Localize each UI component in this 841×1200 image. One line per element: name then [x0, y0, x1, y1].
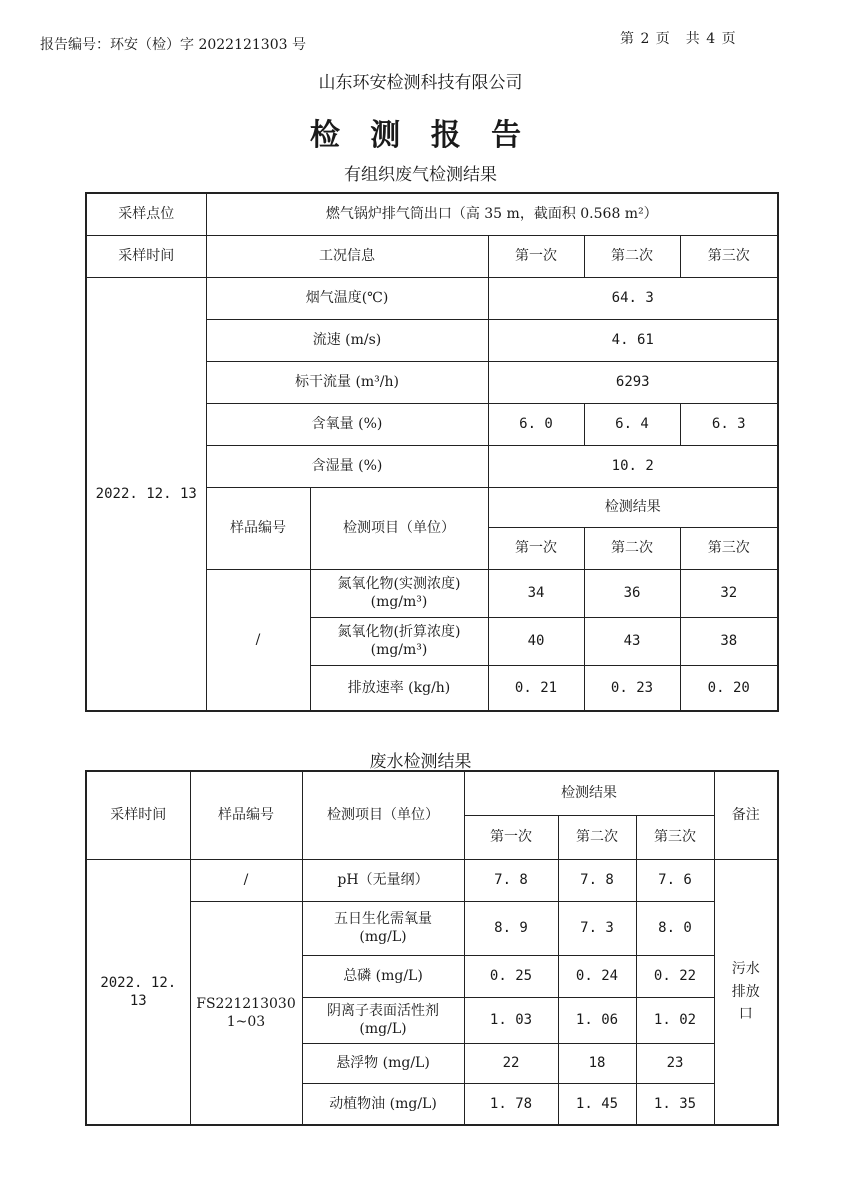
gas-sampling-date: 2022. 12. 13 [86, 277, 206, 711]
result-value: 1. 02 [636, 997, 714, 1043]
condition-label: 含湿量 (%) [206, 445, 488, 487]
result-value: 0. 22 [636, 955, 714, 997]
result-value: 40 [488, 617, 584, 665]
label-sample-number: 样品编号 [190, 771, 302, 859]
item-name: 氮氧化物(折算浓度) (mg/m³) [310, 617, 488, 665]
result-value: 8. 0 [636, 901, 714, 955]
result-value: 1. 06 [558, 997, 636, 1043]
water-results-table [85, 770, 779, 1126]
water-section-title: 废水检测结果 [369, 752, 472, 772]
result-value: 1. 45 [558, 1083, 636, 1125]
run-1-header: 第一次 [488, 527, 584, 569]
result-value: 43 [584, 617, 680, 665]
result-value: 23 [636, 1043, 714, 1083]
result-value: 1. 78 [464, 1083, 558, 1125]
result-value: 0. 24 [558, 955, 636, 997]
label-test-results: 检测结果 [464, 771, 714, 815]
condition-value: 64. 3 [488, 277, 778, 319]
condition-label: 流速 (m/s) [206, 319, 488, 361]
result-value: 22 [464, 1043, 558, 1083]
run-3-header: 第三次 [680, 527, 778, 569]
run-1-header: 第一次 [464, 815, 558, 859]
result-value: 38 [680, 617, 778, 665]
result-value: 7. 6 [636, 859, 714, 901]
run-2-header: 第二次 [558, 815, 636, 859]
result-value: 7. 8 [558, 859, 636, 901]
result-value: 1. 03 [464, 997, 558, 1043]
result-value: 0. 20 [680, 665, 778, 711]
result-value: 36 [584, 569, 680, 617]
label-sample-number: 样品编号 [206, 487, 310, 569]
item-name: 氮氧化物(实测浓度) (mg/m³) [310, 569, 488, 617]
run-2-header: 第二次 [584, 527, 680, 569]
run-1-header: 第一次 [488, 235, 584, 277]
gas-section-title: 有组织废气检测结果 [344, 165, 497, 185]
item-name: 排放速率 (kg/h) [310, 665, 488, 711]
condition-value: 4. 61 [488, 319, 778, 361]
result-value: 34 [488, 569, 584, 617]
result-value: 7. 8 [464, 859, 558, 901]
run-3-header: 第三次 [636, 815, 714, 859]
label-remark: 备注 [714, 771, 778, 859]
run-3-header: 第三次 [680, 235, 778, 277]
item-name: pH（无量纲） [302, 859, 464, 901]
report-number: 报告编号：环安（检）字 2022121303 号 [40, 37, 306, 53]
label-sampling-point: 采样点位 [86, 193, 206, 235]
item-name: 动植物油 (mg/L) [302, 1083, 464, 1125]
condition-value: 10. 2 [488, 445, 778, 487]
water-sampling-date: 2022. 12. 13 [86, 859, 190, 1125]
condition-value: 6293 [488, 361, 778, 403]
item-name: 阴离子表面活性剂 (mg/L) [302, 997, 464, 1043]
label-sampling-time: 采样时间 [86, 771, 190, 859]
result-value: 0. 21 [488, 665, 584, 711]
run-2-header: 第二次 [584, 235, 680, 277]
result-value: 8. 9 [464, 901, 558, 955]
label-condition-info: 工况信息 [206, 235, 488, 277]
gas-results-table [85, 192, 779, 712]
condition-label: 标干流量 (m³/h) [206, 361, 488, 403]
condition-label: 含氧量 (%) [206, 403, 488, 445]
water-sample-number: FS221213030 1~03 [190, 901, 302, 1125]
gas-sample-number: / [206, 569, 310, 711]
document-title: 检 测 报 告 [309, 118, 532, 153]
result-value: 0. 23 [584, 665, 680, 711]
label-sampling-time: 采样时间 [86, 235, 206, 277]
result-value: 1. 35 [636, 1083, 714, 1125]
ph-sample-number: / [190, 859, 302, 901]
item-name: 总磷 (mg/L) [302, 955, 464, 997]
remark-outlet: 污水排放口 [714, 859, 778, 1125]
condition-value: 6. 3 [680, 403, 778, 445]
condition-value: 6. 0 [488, 403, 584, 445]
label-test-results: 检测结果 [488, 487, 778, 527]
condition-label: 烟气温度(℃) [206, 277, 488, 319]
result-value: 32 [680, 569, 778, 617]
page-number: 第 2 页 共 4 页 [620, 31, 737, 47]
company-name: 山东环安检测科技有限公司 [318, 73, 523, 93]
item-name: 五日生化需氧量 (mg/L) [302, 901, 464, 955]
sampling-point-value: 燃气锅炉排气筒出口（高 35 m，截面积 0.568 m²） [206, 193, 778, 235]
result-value: 18 [558, 1043, 636, 1083]
label-test-item: 检测项目（单位） [302, 771, 464, 859]
label-test-item: 检测项目（单位） [310, 487, 488, 569]
condition-value: 6. 4 [584, 403, 680, 445]
item-name: 悬浮物 (mg/L) [302, 1043, 464, 1083]
result-value: 0. 25 [464, 955, 558, 997]
result-value: 7. 3 [558, 901, 636, 955]
